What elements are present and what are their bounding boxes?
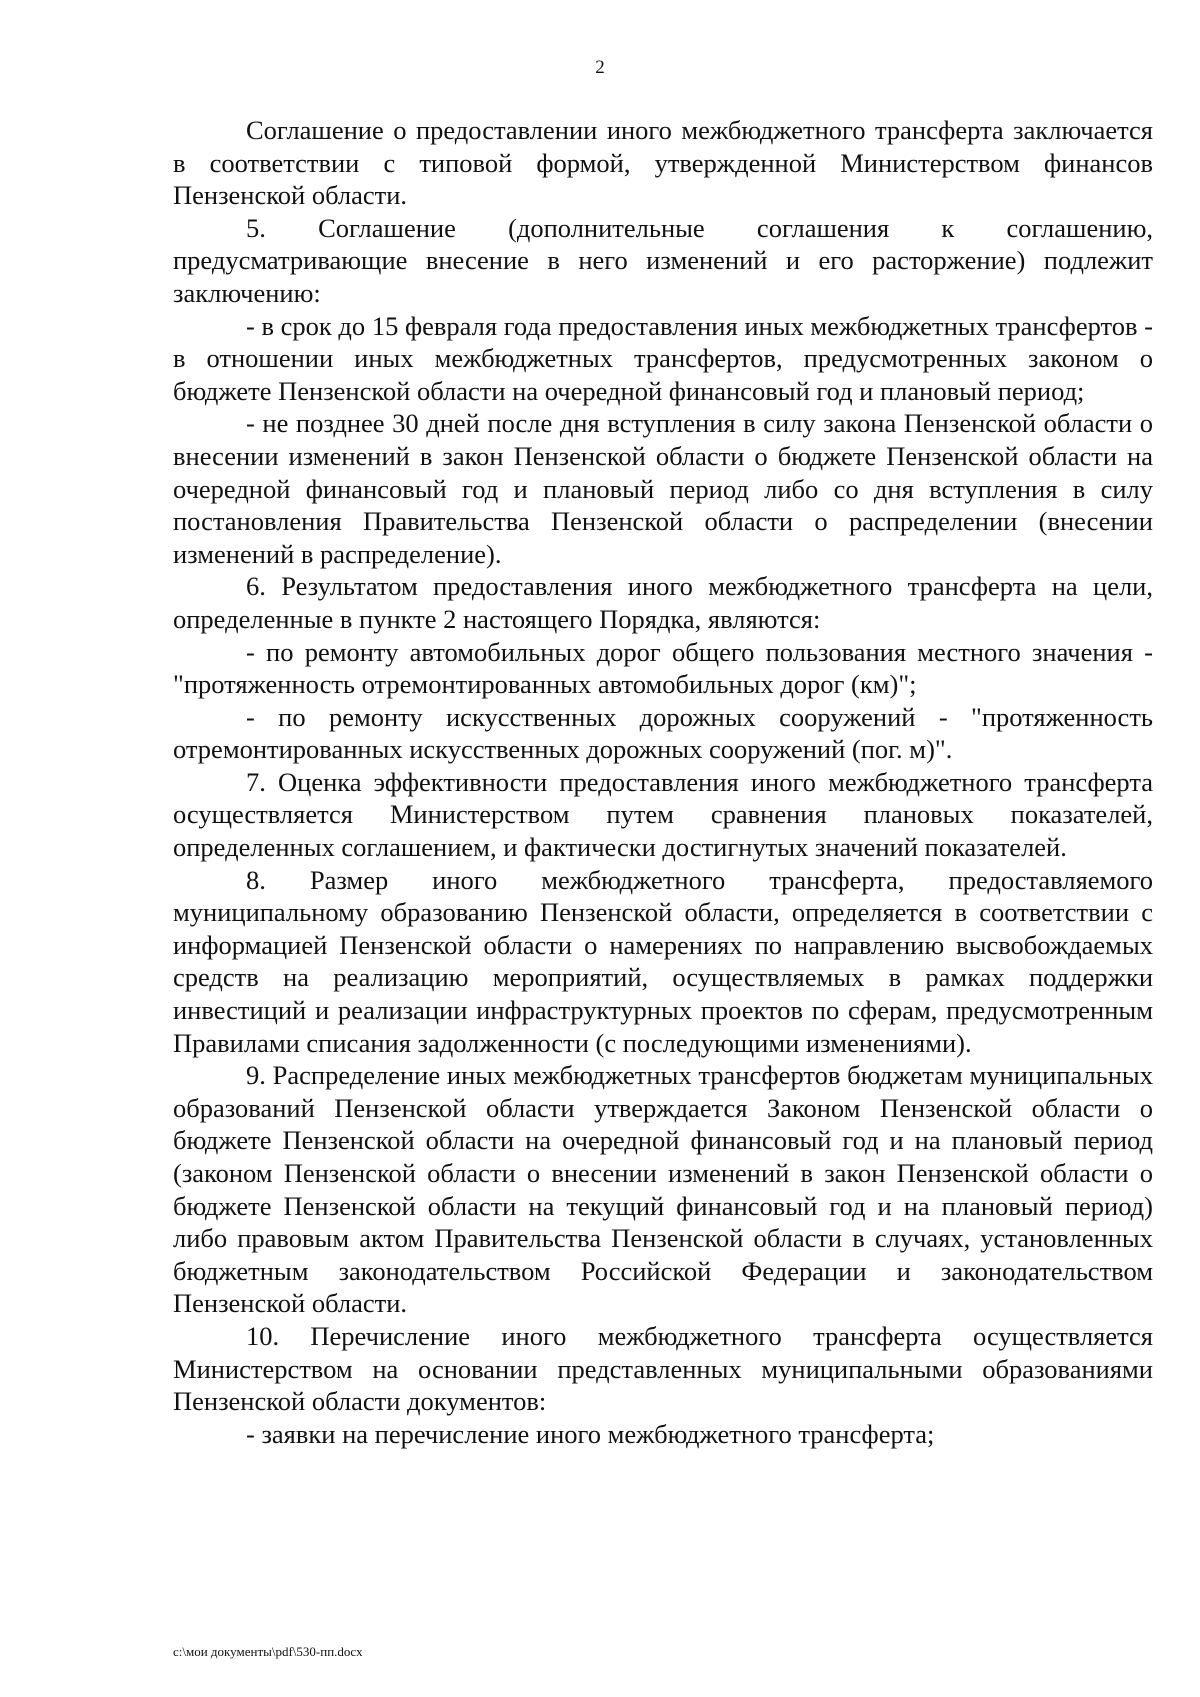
paragraph-item-10-application: - заявки на перечисление иного межбюджетного трансферта; (246, 1418, 935, 1449)
paragraph-item-6-roads: - по ремонту автомобильных дорог общего пользования местного значения - "протяженность отремонтированных автомобильных дорог (км)"; (173, 636, 1153, 700)
paragraph-item-6-structures: - по ремонту искусственных дорожных сооружений - "протяженность отремонтированных искусственных дорожных сооружений (пог. м)". (173, 701, 1153, 765)
paragraph-item-7: 7. Оценка эффективности предоставления иного межбюджетного трансферта осуществляется Министерством путем сравнения плановых показателей, определенных соглашением, и фактически достигнутых значений показателей. (173, 766, 1153, 863)
paragraph-item-5-deadline-feb: - в срок до 15 февраля года предоставления иных межбюджетных трансфертов - в отношении иных межбюджетных трансфертов, предусмотренных законом о бюджете Пензенской области на очередной финансовый год и плановый период; (173, 310, 1153, 406)
paragraph-item-9: 9. Распределение иных межбюджетных трансфертов бюджетам муниципальных образований Пензенской области утверждается Законом Пензенской области о бюджете Пензенской области на очередной финансовый год и на плановый период (законом Пензенской области о внесении изменений в закон Пензенской области о бюджете Пензенской области на текущий финансовый год и на плановый период) либо правовым актом Правительства Пензенской области в случаях, установленных бюджетным законодательством Российской Федерации и законодательством Пензенской области. (173, 1060, 1153, 1319)
footer-file-path: c:\мои документы\pdf\530-пп.docx (173, 1644, 363, 1659)
paragraph-agreement-form: Соглашение о предоставлении иного межбюджетного трансферта заключается в соответствии с типовой формой, утвержденной Министерством финансов Пензенской области. (173, 115, 1153, 211)
document-body (173, 114, 1153, 1450)
page-number: 2 (595, 57, 605, 78)
paragraph-item-5-deadline-30-days: - не позднее 30 дней после дня вступления в силу закона Пензенской области о внесении изменений в закон Пензенской области о бюджете Пензенской области на очередной финансовый год и плановый период либо со дня вступления в силу постановления Правительства Пензенской области о распределении (внесении изменений в распределение). (173, 408, 1153, 569)
paragraph-item-8: 8. Размер иного межбюджетного трансферта, предоставляемого муниципальному образованию Пензенской области, определяется в соответствии с информацией Пензенской области о намерениях по направлению высвобождаемых средств на реализацию мероприятий, осуществляемых в рамках поддержки инвестиций и реализации инфраструктурных проектов по сферам, предусмотренным Правилами списания задолженности (с последующими изменениями). (173, 864, 1153, 1058)
paragraph-item-5: 5. Соглашение (дополнительные соглашения к соглашению, предусматривающие внесение в него изменений и его расторжение) подлежит заключению: (173, 212, 1153, 308)
paragraph-item-6: 6. Результатом предоставления иного межбюджетного трансферта на цели, определенные в пункте 2 настоящего Порядка, являются: (173, 571, 1153, 634)
paragraph-item-10: 10. Перечисление иного межбюджетного трансферта осуществляется Министерством на основании представленных муниципальными образованиями Пензенской области документов: (173, 1320, 1153, 1417)
